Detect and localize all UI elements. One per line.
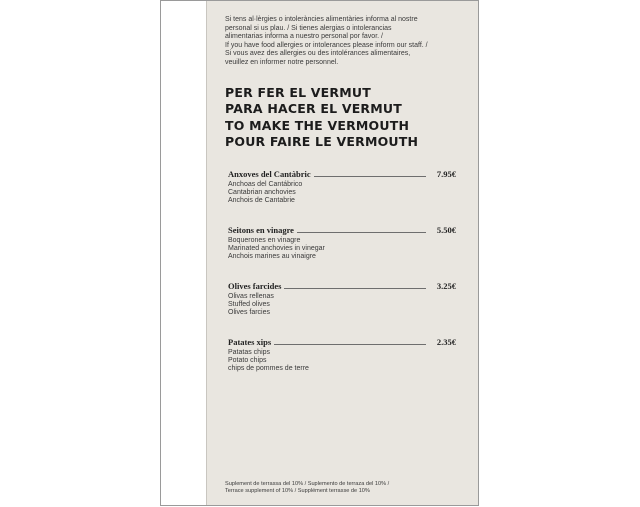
menu-item-price: 5.50€ (434, 225, 456, 235)
menu-item-description (228, 349, 456, 374)
allergy-notice-line: If you have food allergies or intolerances please inform our staff. / (225, 41, 428, 49)
description-line: Marinated anchovies in vinegar (228, 245, 325, 253)
headline-line: PARA HACER EL VERMUT (225, 101, 402, 117)
allergy-notice-line: veuillez en informer notre personnel. (225, 58, 339, 66)
description-line: Anchoas del Cantábrico (228, 181, 303, 188)
menu-item-description (228, 237, 456, 262)
description-line: Patatas chips (228, 349, 271, 356)
menu-item-seitons (228, 225, 456, 262)
description-line: Olives farcies (228, 309, 271, 317)
headline-line: PER FER EL VERMUT (225, 85, 371, 100)
menu-item-header (228, 337, 456, 349)
menu-item-anxoves (228, 169, 456, 206)
menu-item-name: Anxoves del Cantàbric (228, 169, 314, 179)
description-line: Anchois marines au vinaigre (228, 253, 316, 261)
menu-item-header (228, 281, 456, 293)
description-line: Boquerones en vinagre (228, 237, 301, 244)
description-line: Stuffed olives (228, 301, 270, 309)
description-line: Anchois de Cantabrie (228, 197, 295, 205)
allergy-notice-line: Si vous avez des allergies ou des intolérances alimentaires, (225, 50, 411, 58)
headline-line: POUR FAIRE LE VERMOUTH (225, 133, 419, 149)
menu-item-price: 2.35€ (434, 337, 456, 347)
allergy-notice (225, 16, 465, 68)
allergy-notice-line: personal si us plau. / Si tienes alergias o intolerancias (225, 24, 392, 32)
menu-page (160, 0, 479, 506)
menu-item-patates (228, 337, 456, 374)
headline-line: TO MAKE THE VERMOUTH (225, 117, 410, 133)
description-line: chips de pommes de terre (228, 365, 309, 373)
menu-item-name: Patates xips (228, 337, 274, 347)
menu-item-header (228, 169, 456, 181)
menu-item-name: Olives farcides (228, 281, 284, 291)
menu-item-description (228, 181, 456, 206)
terrace-supplement-note (225, 481, 389, 495)
menu-item-olives (228, 281, 456, 318)
menu-headline (225, 85, 418, 150)
menu-item-name: Seitons en vinagre (228, 225, 297, 235)
menu-item-description (228, 293, 456, 318)
menu-item-price: 7.95€ (434, 169, 456, 179)
footer-line: Suplement de terrassa del 10% / Suplemento de terraza del 10% / (225, 481, 390, 487)
description-line: Potato chips (228, 357, 267, 365)
menu-item-price: 3.25€ (434, 281, 456, 291)
page-margin-strip (161, 1, 207, 505)
description-line: Cantabrian anchovies (228, 189, 296, 197)
footer-line: Terrace supplement of 10% / Supplément terrasse de 10% (225, 488, 370, 494)
menu-item-header (228, 225, 456, 237)
description-line: Olivas rellenas (228, 293, 274, 300)
allergy-notice-line: alimentarias informa a nuestro personal por favor. / (225, 33, 383, 41)
allergy-notice-line: Si tens al·lèrgies o intoleràncies alimentàries informa al nostre (225, 16, 418, 23)
